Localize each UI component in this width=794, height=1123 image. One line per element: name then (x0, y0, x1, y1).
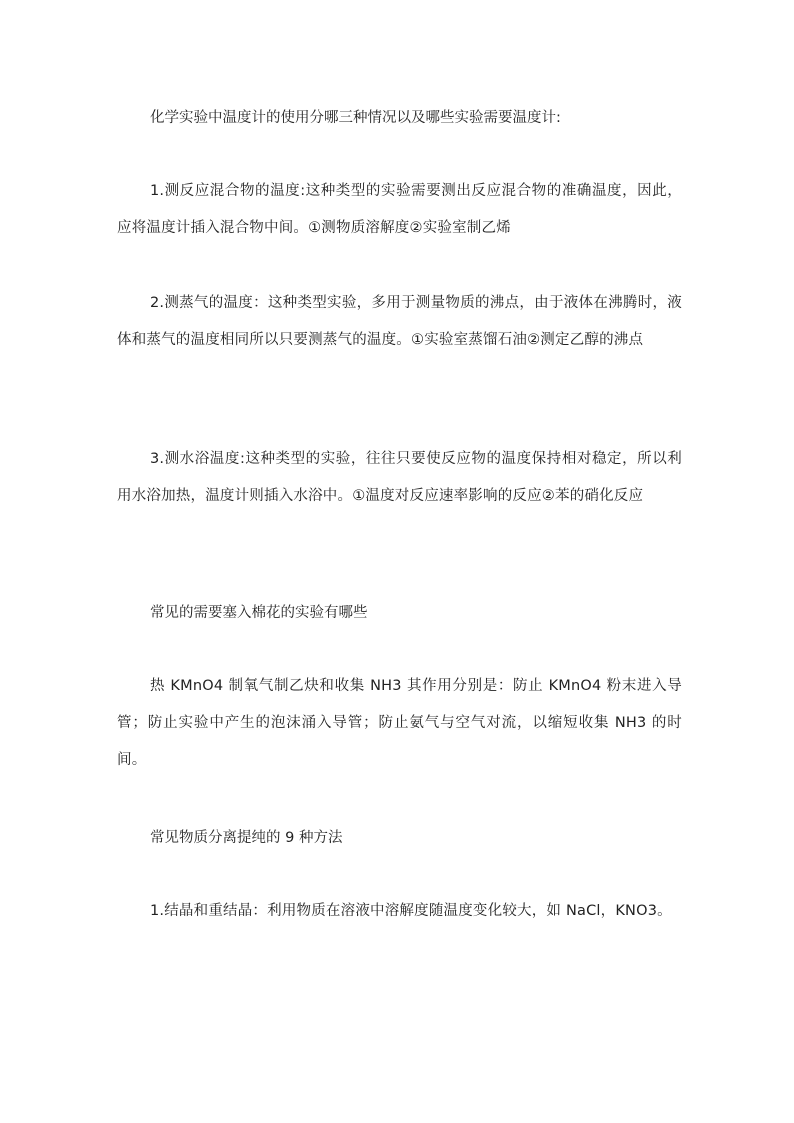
separation-item-1: 1.结晶和重结晶：利用物质在溶液中溶解度随温度变化较大，如 NaCl，KNO3。 (150, 903, 672, 919)
cotton-paragraph: 热 KMnO4 制氧气制乙炔和收集 NH3 其作用分别是：防止 KMnO4 粉末进入导管；防止实验中产生的泡沫涌入导管；防止氨气与空气对流，以缩短收集 NH3 的时间。 (117, 678, 682, 768)
cotton-heading: 常见的需要塞入棉花的实验有哪些 (150, 605, 368, 621)
separation-heading: 常见物质分离提纯的 9 种方法 (150, 830, 343, 846)
thermometer-item-3: 3.测水浴温度:这种类型的实验，往往只要使反应物的温度保持相对稳定，所以利用水浴加热，温度计则插入水浴中。①温度对反应速率影响的反应②苯的硝化反应 (117, 451, 682, 504)
thermometer-item-2: 2.测蒸气的温度：这种类型实验，多用于测量物质的沸点，由于液体在沸腾时，液体和蒸气的温度相同所以只要测蒸气的温度。①实验室蒸馏石油②测定乙醇的沸点 (117, 295, 682, 348)
intro-heading: 化学实验中温度计的使用分哪三种情况以及哪些实验需要温度计: (150, 110, 561, 126)
thermometer-item-1: 1.测反应混合物的温度:这种类型的实验需要测出反应混合物的准确温度，因此，应将温度计插入混合物中间。①测物质溶解度②实验室制乙烯 (117, 183, 682, 236)
